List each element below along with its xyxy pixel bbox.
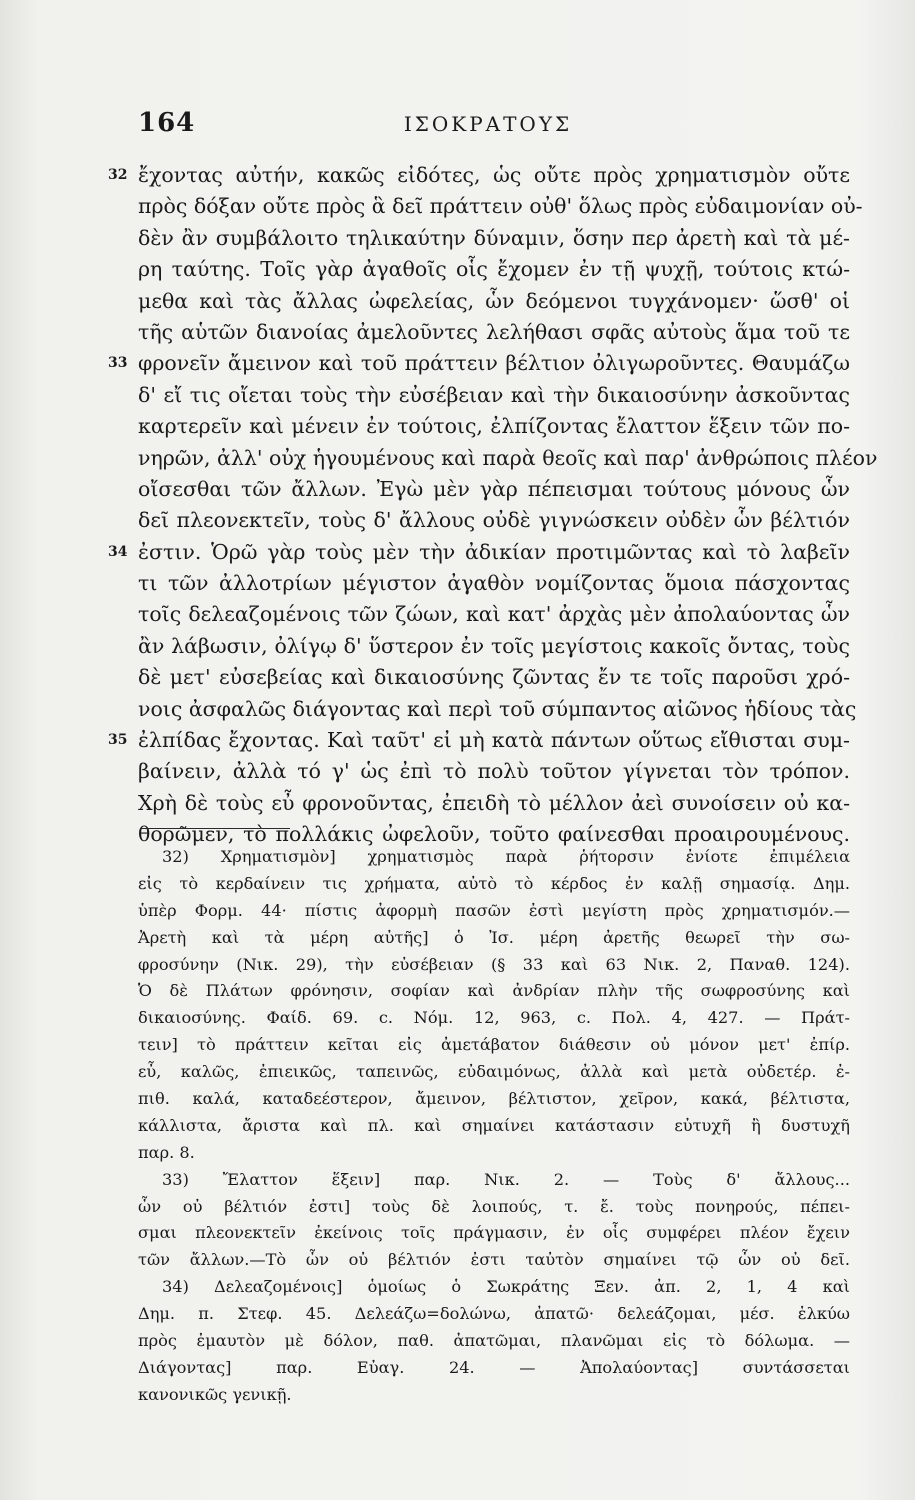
footnote-line: κάλλιστα, ἄριστα καὶ πλ. καὶ σημαίνει κατάστασιν εὐτυχῆ ἢ δυστυχῆ: [138, 1115, 850, 1135]
text-line: [138, 380, 850, 411]
line-text: τῆς αὑτῶν διανοίας ἀμελοῦντες λελήθασι σφᾶς αὐτοὺς ἅμα τοῦ τε: [138, 319, 850, 344]
footnote-line: 34) Δελεαζομένοις] ὁμοίως ὁ Σωκράτης Ξεν. ἀπ. 2, 1, 4 καὶ: [162, 1277, 850, 1297]
text-line: [108, 537, 850, 568]
text-line: [138, 191, 863, 222]
footnote-line: ὧν οὐ βέλτιόν ἐστι] τοὺς δὲ λοιπούς, τ. ἔ. τοὺς πονηρούς, πέπει-: [138, 1196, 850, 1216]
text-line: [138, 254, 850, 285]
text-line: [138, 631, 850, 662]
line-text: βαίνειν, ἀλλὰ τό γ' ὡς ἐπὶ τὸ πολὺ τοῦτον γίγνεται τὸν τρόπον.: [138, 759, 850, 784]
footnote-line: πιθ. καλά, καταδεέστερον, ἄμεινον, βέλτιστον, χεῖρον, κακά, βέλτιστα,: [138, 1089, 850, 1109]
text-line: [138, 474, 850, 505]
text-line: [138, 694, 857, 725]
text-line: [138, 223, 850, 254]
text-line: [138, 505, 850, 536]
line-text: δεῖ πλεονεκτεῖν, τοὺς δ' ἄλλους οὐδὲ γιγνώσκειν οὐδὲν ὧν βέλτιόν: [138, 508, 850, 533]
line-text: δ' εἴ τις οἴεται τοὺς τὴν εὐσέβειαν καὶ τὴν δικαιοσύνην ἀσκοῦντας: [138, 382, 850, 407]
footnote-line: παρ. 8.: [138, 1142, 195, 1162]
footnote-line: τῶν ἄλλων.—Τὸ ὧν οὐ βέλτιόν ἐστι ταὐτὸν σημαίνει τῷ ὧν οὐ δεῖ.: [138, 1250, 850, 1270]
footnote-line: ὑπὲρ Φορμ. 44· πίστις ἀφορμὴ πασῶν ἐστὶ μεγίστη πρὸς χρηματισμόν.—: [138, 900, 850, 920]
text-line: [138, 756, 850, 787]
line-text: τι τῶν ἀλλοτρίων μέγιστον ἀγαθὸν νομίζοντας ὅμοια πάσχοντας: [138, 571, 850, 596]
footnote-line: 32) Χρηματισμὸν] χρηματισμὸς παρὰ ῥήτορσιν ἐνίοτε ἐπιμέλεια: [162, 847, 850, 866]
line-text: πρὸς δόξαν οὔτε πρὸς ἃ δεῖ πράττειν οὐθ' ὅλως πρὸς εὐδαιμονίαν οὐ-: [138, 194, 863, 219]
footnote-line: εὖ, καλῶς, ἐπιεικῶς, ταπεινῶς, εὐδαιμόνως, ἀλλὰ καὶ μετὰ οὐδετέρ. ἐ-: [138, 1062, 850, 1082]
text-line: [138, 568, 850, 599]
footnote-line: Ἀρετὴ καὶ τὰ μέρη αὐτῆς] ὁ Ἰσ. μέρη ἀρετῆς θεωρεῖ τὴν σω-: [138, 927, 850, 947]
page-number: 164: [138, 108, 196, 138]
line-text: νηρῶν, ἀλλ' οὐχ ἡγουμένους καὶ παρὰ θεοῖς καὶ παρ' ἀνθρώποις πλέον: [138, 445, 878, 470]
line-text: δὲν ἂν συμβάλοιτο τηλικαύτην δύναμιν, ὅσην περ ἀρετὴ καὶ τὰ μέ-: [138, 225, 850, 250]
section-number: 33: [108, 355, 128, 372]
text-line: [108, 725, 850, 756]
line-text: Χρὴ δὲ τοὺς εὖ φρονοῦντας, ἐπειδὴ τὸ μέλλον ἀεὶ συνοίσειν οὐ κα-: [138, 790, 850, 815]
line-text: μεθα καὶ τὰς ἄλλας ὠφελείας, ὧν δεόμενοι τυγχάνομεν· ὥσθ' οἱ: [138, 288, 850, 313]
line-text: ρη ταύτης. Τοῖς γὰρ ἀγαθοῖς οἷς ἔχομεν ἐν τῇ ψυχῇ, τούτοις κτώ-: [138, 257, 850, 282]
section-number: 34: [108, 543, 128, 560]
page-header: [138, 108, 838, 148]
text-line: [138, 788, 850, 819]
footnote-rule: [140, 828, 290, 829]
footnote-line: 33) Ἔλαττον ἕξειν] παρ. Νικ. 2. — Τοὺς δ' ἄλλους...: [162, 1169, 850, 1189]
line-text: τοῖς δελεαζομένοις τῶν ζώων, καὶ κατ' ἀρχὰς μὲν ἀπολαύοντας ὧν: [138, 602, 850, 627]
footnote-line: Ὁ δὲ Πλάτων φρόνησιν, σοφίαν καὶ ἀνδρίαν πλὴν τῆς σωφροσύνης καὶ: [138, 981, 850, 1001]
line-text: οἴσεσθαι τῶν ἄλλων. Ἐγὼ μὲν γὰρ πέπεισμαι τούτους μόνους ὧν: [138, 476, 850, 501]
line-text: ἐλπίδας ἔχοντας. Καὶ ταῦτ' εἰ μὴ κατὰ πάντων οὕτως εἴθισται συμ-: [138, 728, 850, 753]
footnote-line: εἰς τὸ κερδαίνειν τις χρήματα, αὐτὸ τὸ κέρδος ἐν καλῇ σημασίᾳ. Δημ.: [138, 873, 850, 893]
line-text: ἐστιν. Ὁρῶ γὰρ τοὺς μὲν τὴν ἀδικίαν προτιμῶντας καὶ τὸ λαβεῖν: [138, 539, 850, 564]
footnote-line: σμαι πλεονεκτεῖν ἐκείνοις τοῖς πράγμασιν, ἐν οἷς συμφέρει πλέον ἔχειν: [138, 1223, 850, 1243]
line-text: ἔχοντας αὐτήν, κακῶς εἰδότες, ὡς οὔτε πρὸς χρηματισμὸν οὔτε: [138, 163, 850, 187]
text-line: [138, 286, 850, 317]
footnote-line: Δημ. π. Στεφ. 45. Δελεάζω=δολώνω, ἀπατῶ· δελεάζομαι, μέσ. ἑλκύω: [138, 1304, 850, 1324]
text-line: [138, 662, 850, 693]
footnote-line: κανονικῶς γενικῇ.: [138, 1384, 292, 1404]
footnote-line: πρὸς ἐμαυτὸν μὲ δόλον, παθ. ἀπατῶμαι, πλανῶμαι εἰς τὸ δόλωμα. —: [138, 1331, 850, 1351]
main-text: [108, 160, 878, 851]
text-line: [138, 443, 878, 474]
text-line: [138, 411, 850, 442]
footnote-line: Διάγοντας] παρ. Εὐαγ. 24. — Ἀπολαύοντας] συντάσσεται: [138, 1357, 850, 1377]
line-text: νοις ἀσφαλῶς διάγοντας καὶ περὶ τοῦ σύμπαντος αἰῶνος ἡδίους τὰς: [138, 696, 857, 721]
line-text: δὲ μετ' εὐσεβείας καὶ δικαιοσύνης ζῶντας ἔν τε τοῖς παροῦσι χρό-: [138, 665, 850, 690]
text-line: [108, 348, 850, 379]
section-number: 32: [108, 167, 128, 183]
footnote-line: δικαιοσύνης. Φαίδ. 69. c. Νόμ. 12, 963, c. Πολ. 4, 427. — Πράτ-: [138, 1008, 850, 1028]
line-text: φρονεῖν ἄμεινον καὶ τοῦ πράττειν βέλτιον ὀλιγωροῦντες. Θαυμάζω: [138, 351, 850, 376]
text-line: [138, 599, 850, 630]
line-text: θορῶμεν, τὸ πολλάκις ὠφελοῦν, τοῦτο φαίνεσθαι προαιρουμένους.: [138, 822, 850, 847]
footnote-line: τειν] τὸ πράττειν κεῖται εἰς ἀμετάβατον διάθεσιν οὐ μόνον μετ' ἐπίρ.: [138, 1035, 850, 1055]
line-text: ἂν λάβωσιν, ὀλίγῳ δ' ὕστερον ἐν τοῖς μεγίστοις κακοῖς ὄντας, τοὺς: [138, 633, 850, 658]
running-head: ΙΣΟΚΡΑΤΟΥΣ: [403, 112, 573, 136]
line-text: καρτερεῖν καὶ μένειν ἐν τούτοις, ἐλπίζοντας ἔλαττον ἕξειν τῶν πο-: [138, 414, 850, 439]
section-number: 35: [108, 732, 128, 749]
footnote-line: φροσύνην (Νικ. 29), τὴν εὐσέβειαν (§ 33 καὶ 63 Νικ. 2, Παναθ. 124).: [138, 954, 850, 974]
footnotes: [138, 844, 850, 1409]
text-line: [138, 317, 850, 348]
text-line: [108, 160, 850, 191]
